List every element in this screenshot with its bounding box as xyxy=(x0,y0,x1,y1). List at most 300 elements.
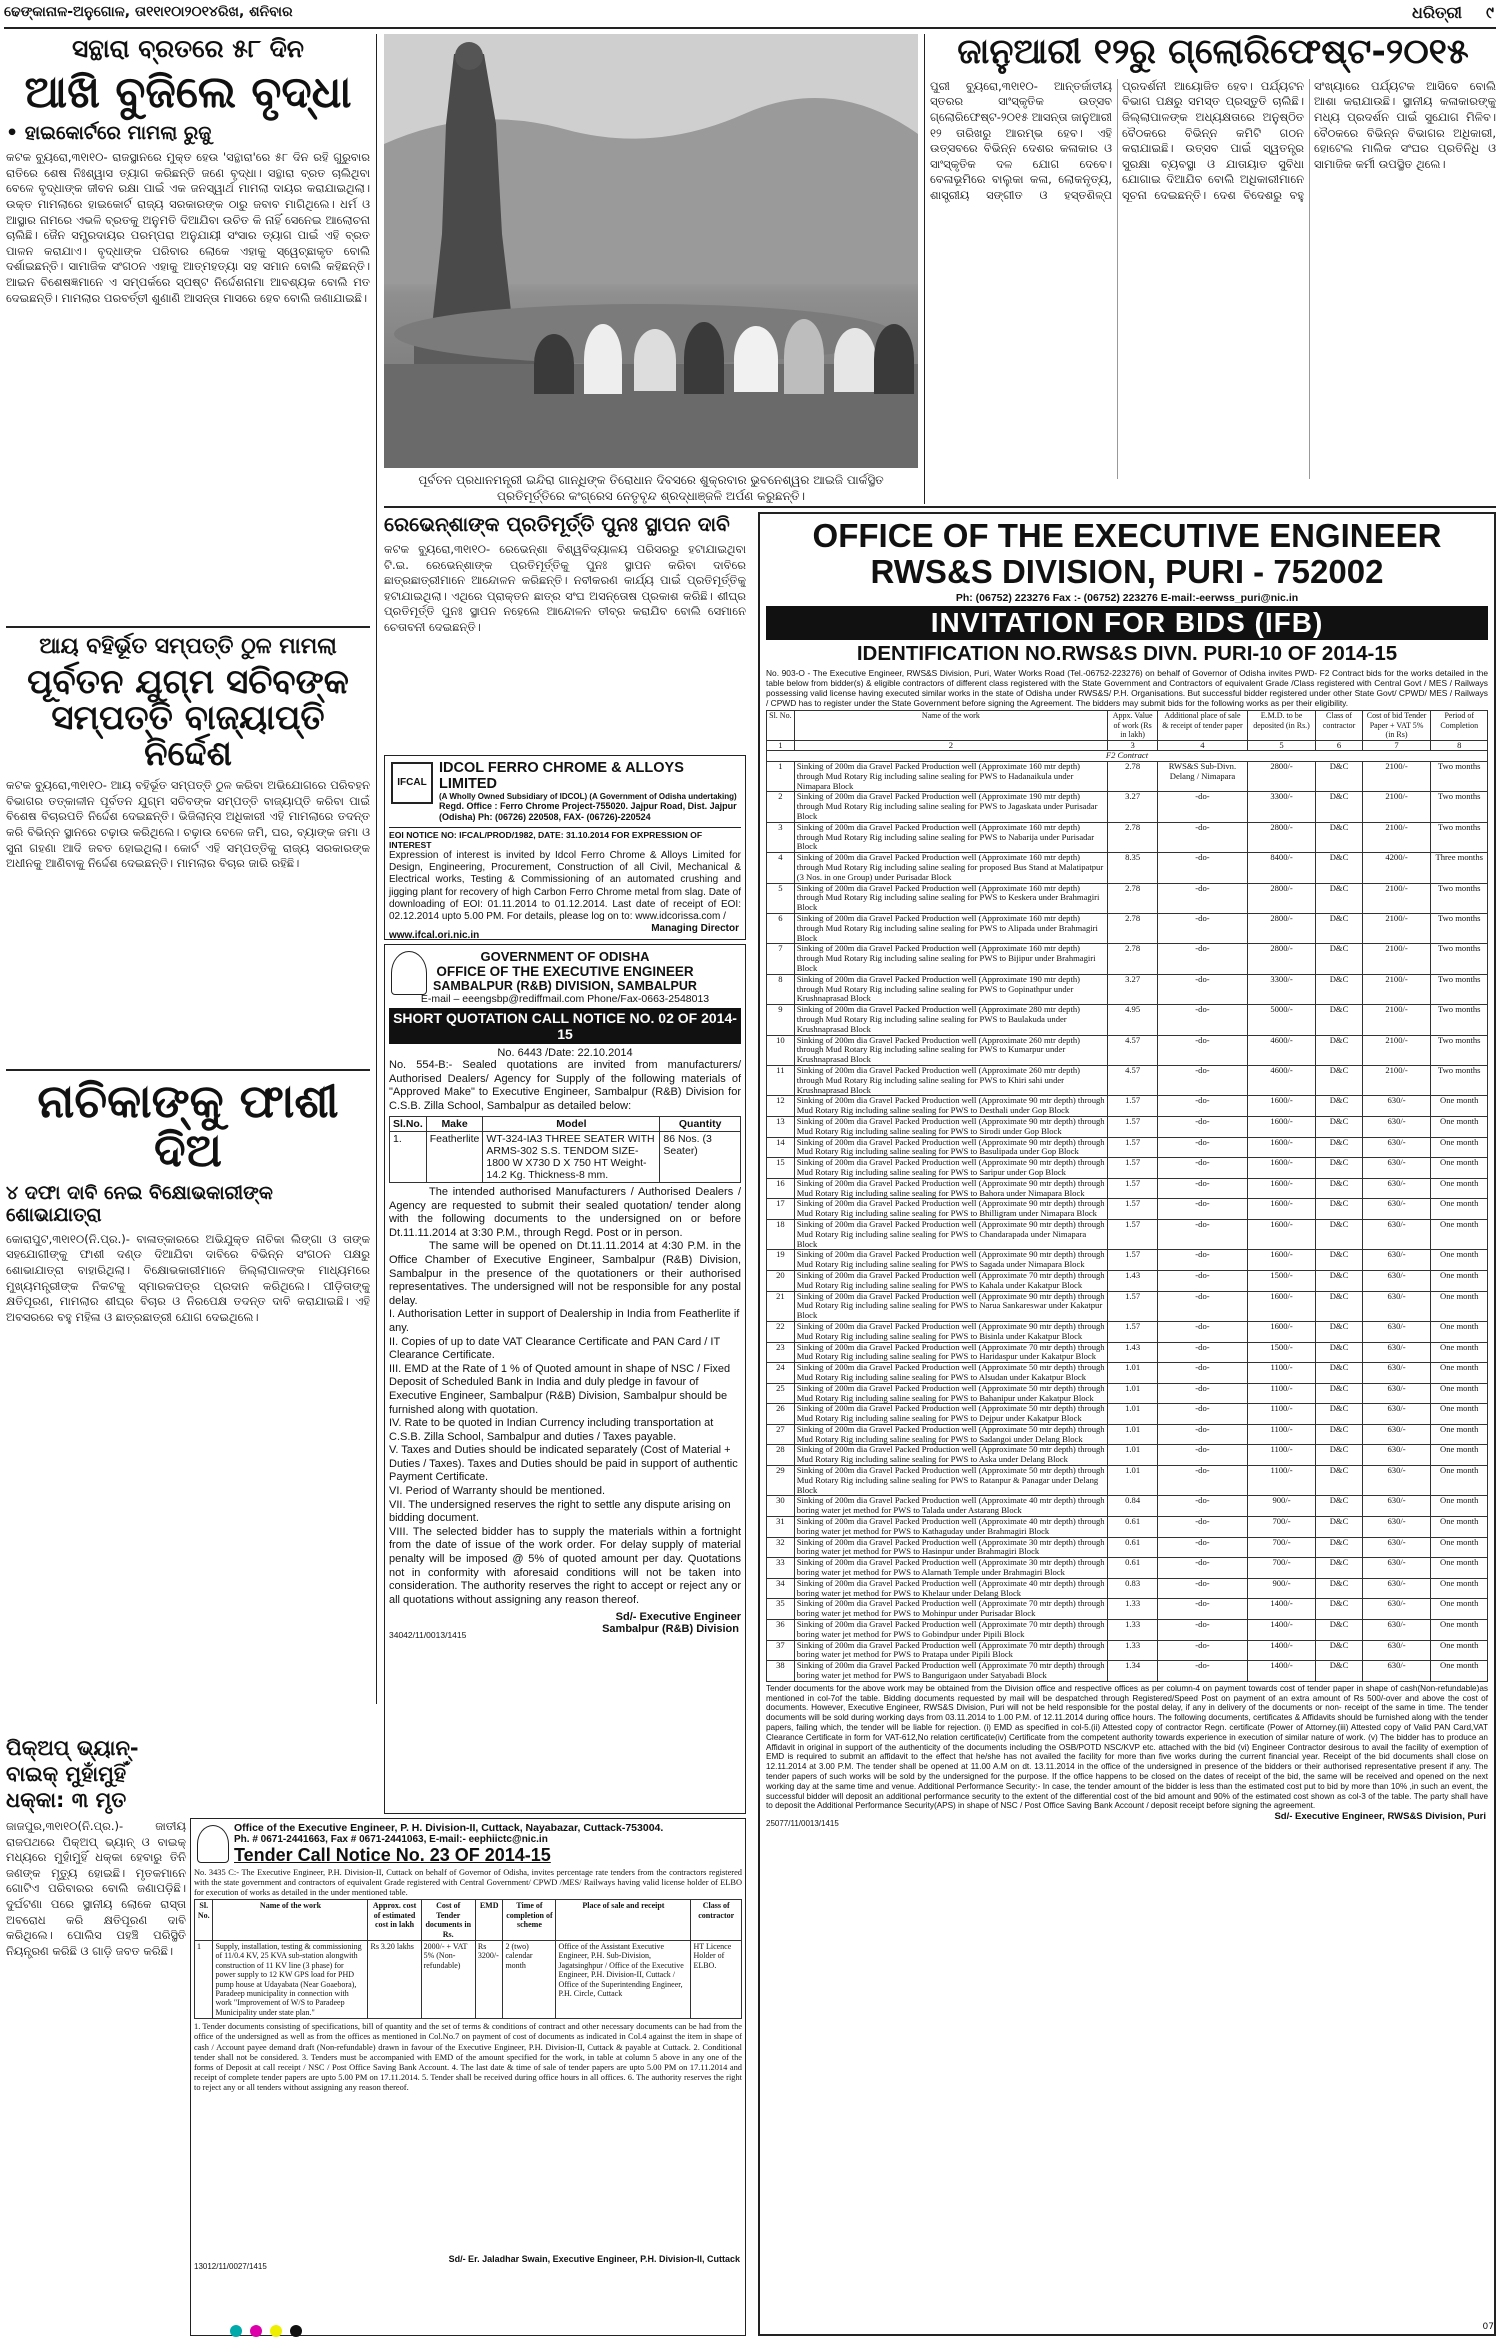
rws-cell-cost: 630/- xyxy=(1362,1466,1431,1496)
rws-cell-place: -do- xyxy=(1158,1219,1247,1249)
rws-cell-per: One month xyxy=(1431,1424,1488,1445)
rws-table-row xyxy=(767,1578,1488,1599)
rws-cell-per: One month xyxy=(1431,1466,1488,1496)
photo-rule xyxy=(924,34,925,504)
rws-cell-emd: 4600/- xyxy=(1247,1035,1316,1065)
ph-intro: No. 3435 C:- The Executive Engineer, P.H. Division-II, Cuttack on behalf of Governor of Odisha, invites percentage rate tenders from the contractors registered with the state government and contractors of equivalent Grade registered with Central Government/ CPWD /MES/ Railways having valid license holder of ELBO for execution of works as detailed in the under mentioned table. xyxy=(194,1868,742,1897)
registration-mark xyxy=(250,2325,262,2337)
rws-cell-emd: 1100/- xyxy=(1247,1383,1316,1404)
rws-cell-cls: D&C xyxy=(1316,1321,1362,1342)
rws-cell-emd: 1400/- xyxy=(1247,1599,1316,1620)
rws-cell-cls: D&C xyxy=(1316,1219,1362,1249)
rws-cell-emd: 1100/- xyxy=(1247,1445,1316,1466)
rws-cell-sl: 8 xyxy=(767,974,795,1004)
ph-office: Office of the Executive Engineer, P. H. Division-II, Cuttack, Nayabazar, Cuttack-753004. xyxy=(234,1822,664,1834)
rws-cell-work: Sinking of 200m dia Gravel Packed Production well (Approximate 280 mtr depth) through Mud Rotary Rig including saline sealing for PWS to Baulakuda under Krushnaprasad Block xyxy=(794,1005,1107,1035)
ravenshaw-body: କଟକ ବ୍ୟୁରୋ,୩୧ା୧୦- ରେଭେନ୍‌ଶା ବିଶ୍ୱବିଦ୍ୟାଳୟ ପରିସରରୁ ହଟାଯାଇଥିବା ଟି.ଇ. ରେଭେନ୍‌ଶାଙ୍କ ପ୍ରତିମୂର୍ତ୍ତିକୁ ପୁନଃ ସ୍ଥାପନ କରିବା ଦାବିରେ ଛାତ୍ରଛାତ୍ରୀମାନେ ଆନ୍ଦୋଳନ କରିଛନ୍ତି। ନବୀକରଣ କାର୍ଯ୍ୟ ପାଇଁ ପ୍ରତିମୂର୍ତ୍ତିକୁ ହଟାଯାଇଥିଲା। ଏଥିରେ ପ୍ରାକ୍ତନ ଛାତ୍ର ସଂଘ ଅସନ୍ତୋଷ ପ୍ରକାଶ କରିଛି। ଶୀଘ୍ର ପ୍ରତିମୂର୍ତ୍ତି ପୁନଃ ସ୍ଥାପନ ନହେଲେ ଆନ୍ଦୋଳନ ତୀବ୍ର କରାଯିବ ବୋଲି ସେମାନେ ଚେତାବନୀ ଦେଇଛନ୍ତି। xyxy=(384,542,746,634)
registration-mark xyxy=(230,2325,242,2337)
ph-ref: 13012/11/0027/1415 xyxy=(194,2262,267,2272)
ph-notes: 1. Tender documents consisting of specifications, bill of quantity and the set of terms & conditions of contract and other necessary documents can be had from the office of the undersigned as well as from the offices as mentioned in Col.No.7 on payment of cost of documents as indicated in Col.4 against the item in shape of cash / Account payee demand draft (Non-refundable) drawn in favour of the Executive Engineer, P.H. Division-II, Cuttack & payable at Cuttack. 2. Conditional tender shall not be considered. 3. Tenders must be accompanied with EMD of the amount specified for the work, in table at column 5 above in any one of the forms of Deposit at call receipt / NSC / Post Office Saving Bank Account. 4. The last date & time of sale of tender papers are upto 5.00 PM on 17.11.2014 and receipt of complete tender papers are upto 5.00 PM on 17.11.2014. 5. Tender shall be received during office hours in all offices. 6. The authority reserves the right to reject any or all tenders without assigning any reason thereof. xyxy=(194,2022,742,2093)
rws-cell-sl: 15 xyxy=(767,1158,795,1179)
rws-cell-sl: 25 xyxy=(767,1383,795,1404)
rws-cell-cls: D&C xyxy=(1316,1466,1362,1496)
rws-cell-cls: D&C xyxy=(1316,1640,1362,1661)
rws-cell-place: -do- xyxy=(1158,1404,1247,1425)
rws-cell-emd: 700/- xyxy=(1247,1517,1316,1538)
santhara-kicker: ସନ୍ଥାରା ବ୍ରତରେ ୫୮ ଦିନ xyxy=(71,34,305,63)
rws-cell-sl: 2 xyxy=(767,792,795,822)
rws-cell-cost: 2100/- xyxy=(1362,792,1431,822)
rws-cell-cls: D&C xyxy=(1316,1158,1362,1179)
santhara-body: କଟକ ବ୍ୟୁରୋ,୩୧ା୧୦- ରାଜସ୍ଥାନରେ ମୁକ୍ତ ହେଉ 'ସନ୍ଥାରା'ରେ ୫୮ ଦିନ ରହି ଗୁରୁବାର ରାତିରେ ଶେଷ ନିଃଶ୍ୱାସ ତ୍ୟାଗ କରିଛନ୍ତି ଜଣେ ବୃଦ୍ଧା। ସନ୍ଥାରା ବ୍ରତ ଚାଲିଥିବା ବେଳେ ବୃଦ୍ଧାଙ୍କ ଜୀବନ ରକ୍ଷା ପାଇଁ ଏକ ଜନସ୍ୱାର୍ଥ ମାମଲା ଦାୟର କରାଯାଇଥିଲା। ଉକ୍ତ ମାମଲାରେ ହାଇକୋର୍ଟ ରାଜ୍ୟ ସରକାରଙ୍କ ଠାରୁ ଜବାବ ମାଗିଥିଲେ। ଧର୍ମ ଓ ଆସ୍ଥାର ନାମରେ ଏଭଳି ବ୍ରତକୁ ଅନୁମତି ଦିଆଯିବା ଉଚିତ କି ନାହିଁ ସେନେଇ ଆଲୋଚନା ଚାଲିଛି। ଜୈନ ସମ୍ପ୍ରଦାୟର ପରମ୍ପରା ଅନୁଯାୟୀ ସଂସାର ତ୍ୟାଗ ପାଇଁ ଏହି ବ୍ରତ ପାଳନ କରାଯାଏ। ବୃଦ୍ଧାଙ୍କ ପରିବାର ଲୋକେ ଏହାକୁ ସ୍ୱେଚ୍ଛାକୃତ ବୋଲି ଦର୍ଶାଇଛନ୍ତି। ସାମାଜିକ ସଂଗଠନ ଏହାକୁ ଆତ୍ମହତ୍ୟା ସହ ସମାନ ବୋଲି କହିଛନ୍ତି। ଆଇନ ବିଶେଷଜ୍ଞମାନେ ଏ ସମ୍ପର୍କରେ ସ୍ପଷ୍ଟ ନିର୍ଦ୍ଦେଶନାମା ଆବଶ୍ୟକ ବୋଲି ମତ ଦେଇଛନ୍ତି। ମାମଲାର ପରବର୍ତ୍ତୀ ଶୁଣାଣି ଆସନ୍ତା ମାସରେ ହେବ ବୋଲି ଜଣାଯାଇଛି। xyxy=(6,150,370,305)
rws-table-row xyxy=(767,1383,1488,1404)
photo-figure xyxy=(734,326,778,392)
rws-table-row xyxy=(767,762,1488,792)
rws-cell-sl: 38 xyxy=(767,1661,795,1682)
rws-cell-cost: 2100/- xyxy=(1362,1005,1431,1035)
idcol-sign: Managing Director xyxy=(651,923,739,935)
rws-table-row xyxy=(767,974,1488,1004)
rws-cell-sl: 19 xyxy=(767,1250,795,1271)
rws-table-row xyxy=(767,1445,1488,1466)
rws-cell-place: -do- xyxy=(1158,1342,1247,1363)
rws-cell-work: Sinking of 200m dia Gravel Packed Production well (Approximate 90 mtr depth) through Mud Rotary Rig including saline sealing for PWS to Bahora under Nimapara Block xyxy=(794,1178,1107,1199)
rws-cell-place: -do- xyxy=(1158,1066,1247,1096)
rws-cell-work: Sinking of 200m dia Gravel Packed Production well (Approximate 70 mtr depth) through Mud Rotary Rig including saline sealing for PWS to Kahala under Kakatpur Block xyxy=(794,1270,1107,1291)
sbp-item: I. Authorisation Letter in support of Dealership in India from Featherlite if any. xyxy=(389,1308,740,1334)
rws-cell-emd: 700/- xyxy=(1247,1558,1316,1579)
rws-cell-place: -do- xyxy=(1158,1158,1247,1179)
secretary-headline: ପୂର୍ବତନ ଯୁଗ୍ମ ସଚିବଙ୍କ ସମ୍ପତ୍ତି ବାଜ୍ୟାପ୍ତି ନିର୍ଦ୍ଦେଶ xyxy=(27,662,349,774)
rws-cell-work: Sinking of 200m dia Gravel Packed Production well (Approximate 30 mtr depth) through boring water jet method for PWS to Alarnath Temple under Brahmagiri Block xyxy=(794,1558,1107,1579)
rws-cell-place: -do- xyxy=(1158,1116,1247,1137)
rws-header-cell: Sl. No. xyxy=(767,711,795,741)
rws-cell-work: Sinking of 200m dia Gravel Packed Production well (Approximate 70 mtr depth) through Mud Rotary Rig including saline sealing for PWS to Haridaspur under Kakatpur Block xyxy=(794,1342,1107,1363)
ph-head: Name of the work xyxy=(213,1900,368,1941)
rws-cell-place: -do- xyxy=(1158,1096,1247,1117)
rws-cell-sl: 18 xyxy=(767,1219,795,1249)
rws-colnum-cell: 8 xyxy=(1431,740,1488,751)
photo-figure xyxy=(534,334,574,394)
rws-title1: OFFICE OF THE EXECUTIVE ENGINEER xyxy=(812,517,1442,554)
rws-cell-cls: D&C xyxy=(1316,1270,1362,1291)
rws-cell-per: One month xyxy=(1431,1219,1488,1249)
rws-cell-place: -do- xyxy=(1158,853,1247,883)
odisha-emblem xyxy=(197,1825,229,1863)
masthead-dateline: ଢେଙ୍କାନାଳ-ଅନୁଗୋଳ, ତା୧୧ା୧୦ା୨୦୧୪ରିଖ, ଶନିବାର xyxy=(4,4,293,20)
rws-header-cell: Appx. Value of work (Rs in lakh) xyxy=(1107,711,1157,741)
rws-cell-per: Three months xyxy=(1431,853,1488,883)
rws-cell-work: Sinking of 200m dia Gravel Packed Production well (Approximate 40 mtr depth) through boring water jet method for PWS to Khelaur under Delang Block xyxy=(794,1578,1107,1599)
rws-cell-cost: 630/- xyxy=(1362,1537,1431,1558)
rws-cell-place: -do- xyxy=(1158,1517,1247,1538)
rws-cell-place: -do- xyxy=(1158,822,1247,852)
photo-figure xyxy=(584,324,622,394)
rws-cell-cost: 2100/- xyxy=(1362,883,1431,913)
idcol-regd: Regd. Office : Ferro Chrome Project-755020. Jajpur Road, Dist. Jajpur (Odisha) Ph: (06726) 220508, FAX- (06726)-220524 xyxy=(439,801,737,822)
rws-cell-cls: D&C xyxy=(1316,853,1362,883)
rws-cell-cls: D&C xyxy=(1316,822,1362,852)
rws-table-row xyxy=(767,944,1488,974)
rws-cell-work: Sinking of 200m dia Gravel Packed Production well (Approximate 160 mtr depth) through Mud Rotary Rig including saline sealing for PWS to Hadanaikula under Nimapara Block xyxy=(794,762,1107,792)
rws-cell-work: Sinking of 200m dia Gravel Packed Production well (Approximate 260 mtr depth) through Mud Rotary Rig including saline sealing for PWS to Kumarpur under Krushnaprasad Block xyxy=(794,1035,1107,1065)
rws-cell-emd: 1500/- xyxy=(1247,1270,1316,1291)
rws-cell-place: -do- xyxy=(1158,1383,1247,1404)
rws-cell-per: Two months xyxy=(1431,1035,1488,1065)
rws-cell-work: Sinking of 200m dia Gravel Packed Production well (Approximate 90 mtr depth) through Mud Rotary Rig including saline sealing for PWS to Bhilligram under Nimapara Block xyxy=(794,1199,1107,1220)
sbp-p2: The same will be opened on Dt.11.11.2014 at 4:30 P.M. in the Office Chamber of Executive Engineer, Sambalpur (R&B) Division, Sambalpur in the presence of the quotationers or their authorised representatives. The undersigned will not be responsible for any postal delay. xyxy=(389,1240,741,1307)
rws-cell-place: -do- xyxy=(1158,1445,1247,1466)
rws-cell-cls: D&C xyxy=(1316,792,1362,822)
rws-cell-emd: 1400/- xyxy=(1247,1640,1316,1661)
santhara-headline: ଆଖି ବୁଜିଲେ ବୃଦ୍ଧା xyxy=(24,67,352,118)
idcol-url[interactable]: www.ifcal.ori.nic.in xyxy=(389,930,480,942)
rws-cell-sl: 21 xyxy=(767,1291,795,1321)
rws-cell-cost: 630/- xyxy=(1362,1404,1431,1425)
sambalpur-notice xyxy=(384,944,746,1814)
rws-cell-per: One month xyxy=(1431,1342,1488,1363)
rws-cell-per: Two months xyxy=(1431,1005,1488,1035)
rws-cell-work: Sinking of 200m dia Gravel Packed Production well (Approximate 90 mtr depth) through Mud Rotary Rig including saline sealing for PWS to Sagada under Nimapara Block xyxy=(794,1250,1107,1271)
rws-cell-cost: 630/- xyxy=(1362,1424,1431,1445)
rws-cell-cls: D&C xyxy=(1316,1250,1362,1271)
rws-cell-emd: 1100/- xyxy=(1247,1363,1316,1384)
rws-cell-place: -do- xyxy=(1158,792,1247,822)
rws-cell-cls: D&C xyxy=(1316,1096,1362,1117)
photo-figure xyxy=(634,329,676,391)
divider xyxy=(6,626,370,628)
rws-cell-emd: 5000/- xyxy=(1247,1005,1316,1035)
rws-cell-sl: 24 xyxy=(767,1363,795,1384)
rws-cell-emd: 2800/- xyxy=(1247,822,1316,852)
rws-cell-val: 0.83 xyxy=(1107,1578,1157,1599)
rws-cell-per: One month xyxy=(1431,1199,1488,1220)
rws-cell-work: Sinking of 200m dia Gravel Packed Production well (Approximate 160 mtr depth) through Mud Rotary Rig including saline sealing for proposed Bus Stand at Malatipatpur (3 Nos. in one Group) under Purisadar Block xyxy=(794,853,1107,883)
rws-table-row xyxy=(767,822,1488,852)
rws-cell-val: 0.61 xyxy=(1107,1517,1157,1538)
rws-cell-cost: 630/- xyxy=(1362,1517,1431,1538)
rws-cell-sl: 30 xyxy=(767,1496,795,1517)
rws-table-row xyxy=(767,1363,1488,1384)
rws-table-row xyxy=(767,1640,1488,1661)
rws-cell-val: 2.78 xyxy=(1107,883,1157,913)
rws-cell-val: 1.57 xyxy=(1107,1250,1157,1271)
idcol-body: Expression of interest is invited by Idcol Ferro Chrome & Alloys Limited for Design, Engineering, Procurement, Construction of all Civil, Mechanical & Electrical works, Testing & Commissioning of an automated crushing and jigging plant for recovery of high Carbon Ferro Chrome metal from slag. Date of downloading of EOI: 01.11.2014 to 01.12.2014. Last date of receipt of EOI: 02.12.2014 upto 5.00 PM. For details, please log on to: www.idcorissa.com / xyxy=(389,850,741,923)
rws-cell-per: Two months xyxy=(1431,883,1488,913)
rws-cell-cls: D&C xyxy=(1316,1424,1362,1445)
rws-table-row xyxy=(767,1219,1488,1249)
rws-table-row xyxy=(767,1496,1488,1517)
rws-cell-val: 8.35 xyxy=(1107,853,1157,883)
rws-cell-per: One month xyxy=(1431,1537,1488,1558)
idcol-eoi: EOI NOTICE NO: IFCAL/PROD/1982, DATE: 31.10.2014 FOR EXPRESSION OF INTEREST xyxy=(389,827,741,850)
rws-colnum-row xyxy=(767,740,1488,751)
rws-cell-work: Sinking of 200m dia Gravel Packed Production well (Approximate 70 mtr depth) through boring water jet method for PWS to Pratapa under Pipili Block xyxy=(794,1640,1107,1661)
rws-header-cell: Name of the work xyxy=(794,711,1107,741)
rws-cell-sl: 14 xyxy=(767,1137,795,1158)
rws-cell-cls: D&C xyxy=(1316,762,1362,792)
glorifest-body: ପୁରୀ ବ୍ୟୁରୋ,୩୧ା୧୦- ଆନ୍ତର୍ଜାତୀୟ ସ୍ତରର ସାଂସ୍କୃତିକ ଉତ୍ସବ ଗ୍ଲୋରିଫେଷ୍ଟ-୨୦୧୫ ଆସନ୍ତା ଜାନୁଆରୀ ୧୨ ତାରିଖରୁ ଆରମ୍ଭ ହେବ। ଏହି ଉତ୍ସବରେ ବିଭିନ୍ନ ଦେଶର କଳାକାର ଓ ସାଂସ୍କୃତିକ ଦଳ ଯୋଗ ଦେବେ। ବେଳାଭୂମିରେ ବାଲୁକା କଳା, ଲୋକନୃତ୍ୟ, ଶାସ୍ତ୍ରୀୟ ସଙ୍ଗୀତ ଓ ହସ୍ତଶିଳ୍ପ ପ୍ରଦର୍ଶନୀ ଆୟୋଜିତ ହେବ। ପର୍ଯ୍ୟଟନ ବିଭାଗ ପକ୍ଷରୁ ସମସ୍ତ ପ୍ରସ୍ତୁତି ଚାଲିଛି। ଜିଲ୍ଲାପାଳଙ୍କ ଅଧ୍ୟକ୍ଷତାରେ ଅନୁଷ୍ଠିତ ବୈଠକରେ ବିଭିନ୍ନ କମିଟି ଗଠନ କରାଯାଇଛି। ଉତ୍ସବ ପାଇଁ ସ୍ୱତନ୍ତ୍ର ସୁରକ୍ଷା ବ୍ୟବସ୍ଥା ଓ ଯାତାୟାତ ସୁବିଧା ଯୋଗାଇ ଦିଆଯିବ ବୋଲି ଅଧିକାରୀମାନେ ସୂଚନା ଦେଇଛନ୍ତି। ଦେଶ ବିଦେଶରୁ ବହୁ ସଂଖ୍ୟାରେ ପର୍ଯ୍ୟଟକ ଆସିବେ ବୋଲି ଆଶା କରାଯାଉଛି। ସ୍ଥାନୀୟ କଳାକାରଙ୍କୁ ମଧ୍ୟ ପ୍ରଦର୍ଶନ ପାଇଁ ସୁଯୋଗ ମିଳିବ। ବୈଠକରେ ବିଭିନ୍ନ ବିଭାଗର ଅଧିକାରୀ, ହୋଟେଲ ମାଲିକ ସଂଘର ପ୍ରତିନିଧି ଓ ସାମାଜିକ କର୍ମୀ ଉପସ୍ଥିତ ଥିଲେ। xyxy=(930,78,1496,202)
rws-table-row xyxy=(767,1661,1488,1682)
divider xyxy=(6,1069,370,1071)
rws-cell-cls: D&C xyxy=(1316,1620,1362,1641)
ph-cell: Supply, installation, testing & commissioning of 11/0.4 KV, 25 KVA sub-station alongwith construction of 11 KV line (3 phase) for power supply to 12 KW GPS load for PHD pump house at Udayabata (Near Goaebora), Paradeep municipality in connection with work "Improvement of W/S to Paradeep Municipality under state plan." xyxy=(213,1941,368,2019)
rws-cell-cost: 630/- xyxy=(1362,1558,1431,1579)
rws-cell-place: -do- xyxy=(1158,1035,1247,1065)
rws-cell-sl: 33 xyxy=(767,1558,795,1579)
idcol-subsidiary: (A Wholly Owned Subsidiary of IDCOL) (A Government of Odisha undertaking) xyxy=(439,792,737,801)
rws-cell-cls: D&C xyxy=(1316,1066,1362,1096)
rws-colnum-cell: 4 xyxy=(1158,740,1247,751)
rws-section: F2 Contract xyxy=(767,751,1488,762)
sbp-item: III. EMD at the Rate of 1 % of Quoted amount in shape of NSC / Fixed Deposit of Scheduled Bank in India and duly pledge in favour of Executive Engineer, Sambalpur (R&B) Division, Sambalpur should be furnished along with quotation. xyxy=(389,1362,731,1416)
rws-cell-per: One month xyxy=(1431,1517,1488,1538)
rws-cell-cls: D&C xyxy=(1316,1558,1362,1579)
rws-cell-emd: 8400/- xyxy=(1247,853,1316,883)
ravenshaw-headline: ରେଭେନ୍‌ଶାଙ୍କ ପ୍ରତିମୂର୍ତ୍ତି ପୁନଃ ସ୍ଥାପନ ଦାବି xyxy=(384,512,730,536)
rws-header-row xyxy=(767,711,1488,741)
rws-cell-sl: 37 xyxy=(767,1640,795,1661)
rws-cell-cls: D&C xyxy=(1316,1178,1362,1199)
qt-head-sl: Sl.No. xyxy=(390,1117,427,1132)
rws-cell-per: One month xyxy=(1431,1178,1488,1199)
rws-cell-cls: D&C xyxy=(1316,1599,1362,1620)
photo-figure xyxy=(784,319,824,394)
ph-cell: Rs 3200/- xyxy=(475,1941,503,2019)
rws-cell-work: Sinking of 200m dia Gravel Packed Production well (Approximate 40 mtr depth) through boring water jet method for PWS to Kathaguday under Brahmagiri Block xyxy=(794,1517,1107,1538)
qt-head-model: Model xyxy=(483,1117,660,1132)
ph-head: Approx. cost of estimated cost in lakh xyxy=(368,1900,421,1941)
ravenshaw-story xyxy=(384,512,746,752)
sbp-item: II. Copies of up to date VAT Clearance Certificate and PAN Card / IT Clearance Certificate. xyxy=(389,1335,720,1362)
rws-cell-val: 2.78 xyxy=(1107,914,1157,944)
qt-sl: 1. xyxy=(390,1132,427,1183)
sbp-item: IV. Rate to be quoted in Indian Currency including transportation at C.S.B. Zilla School, Sambalpur and duties / Taxes payable. xyxy=(389,1417,714,1443)
rws-cell-emd: 1600/- xyxy=(1247,1116,1316,1137)
rws-cell-sl: 17 xyxy=(767,1199,795,1220)
rws-cell-per: One month xyxy=(1431,1321,1488,1342)
rws-cell-per: Two months xyxy=(1431,792,1488,822)
rws-section-row xyxy=(767,751,1488,762)
rws-cell-per: Two months xyxy=(1431,974,1488,1004)
rws-cell-per: Two months xyxy=(1431,914,1488,944)
rws-cell-val: 2.78 xyxy=(1107,822,1157,852)
rws-cell-cls: D&C xyxy=(1316,1578,1362,1599)
sbp-item: V. Taxes and Duties should be indicated separately (Cost of Material + Duties / Taxes). Taxes and Duties should be paid in support of authentic Payment Certificate. xyxy=(389,1444,738,1484)
rws-cell-place: -do- xyxy=(1158,1005,1247,1035)
idcol-company: IDCOL FERRO CHROME & ALLOYS LIMITED xyxy=(439,760,684,792)
rws-cell-emd: 1500/- xyxy=(1247,1342,1316,1363)
rws-cell-sl: 22 xyxy=(767,1321,795,1342)
rws-cell-cls: D&C xyxy=(1316,1342,1362,1363)
rws-cell-val: 1.33 xyxy=(1107,1640,1157,1661)
rws-table-row xyxy=(767,1116,1488,1137)
rws-cell-work: Sinking of 200m dia Gravel Packed Production well (Approximate 90 mtr depth) through Mud Rotary Rig including saline sealing for PWS to Sirodi under Gop Block xyxy=(794,1116,1107,1137)
hang-body: କୋରାପୁଟ,୩୧ା୧୦(ନି.ପ୍ର.)- ବାଳାତ୍କାରରେ ଅଭିଯୁକ୍ତ ନାଚିକା ଲିଙ୍ଗା ଓ ତାଙ୍କ ସହଯୋଗୀଙ୍କୁ ଫାଶୀ ଦଣ୍ଡ ଦିଆଯିବା ଦାବିରେ ବିଭିନ୍ନ ସଂଗଠନ ପକ୍ଷରୁ ଶୋଭାଯାତ୍ରା ବାହାରିଥିଲା। ବିକ୍ଷୋଭକାରୀମାନେ ଜିଲ୍ଲାପାଳଙ୍କ ମାଧ୍ୟମରେ ମୁଖ୍ୟମନ୍ତ୍ରୀଙ୍କ ନିକଟକୁ ସ୍ମାରକପତ୍ର ପ୍ରଦାନ କରିଥିଲେ। ପୀଡ଼ିତାଙ୍କୁ କ୍ଷତିପୂରଣ, ମାମଲାର ଶୀଘ୍ର ବିଚାର ଓ ନିରପେକ୍ଷ ତଦନ୍ତ ଦାବି କରାଯାଇଛି। ଏହି ଅବସରରେ ବହୁ ମହିଳା ଓ ଛାତ୍ରଛାତ୍ରୀ ଯୋଗ ଦେଇଥିଲେ। xyxy=(6,1231,370,1324)
rws-cell-per: One month xyxy=(1431,1620,1488,1641)
rws-cell-cost: 630/- xyxy=(1362,1620,1431,1641)
rws-cell-place: -do- xyxy=(1158,1363,1247,1384)
rws-cell-place: -do- xyxy=(1158,1291,1247,1321)
rws-cell-emd: 2800/- xyxy=(1247,883,1316,913)
rws-cell-per: One month xyxy=(1431,1291,1488,1321)
rws-cell-place: -do- xyxy=(1158,883,1247,913)
rws-cell-emd: 1100/- xyxy=(1247,1424,1316,1445)
rws-cell-sl: 3 xyxy=(767,822,795,852)
rws-cell-place: -do- xyxy=(1158,1466,1247,1496)
ph-head: Cost of Tender documents in Rs. xyxy=(421,1900,475,1941)
rws-contact: Ph: (06752) 223276 Fax :- (06752) 223276 E-mail:-eerwss_puri@nic.in xyxy=(955,592,1299,604)
rws-cell-work: Sinking of 200m dia Gravel Packed Production well (Approximate 160 mtr depth) through Mud Rotary Rig including saline sealing for PWS to Keskera under Brahmagiri Block xyxy=(794,883,1107,913)
rws-cell-cost: 630/- xyxy=(1362,1158,1431,1179)
rws-cell-cls: D&C xyxy=(1316,1445,1362,1466)
rws-colnum-cell: 1 xyxy=(767,740,795,751)
rws-colnum-cell: 2 xyxy=(794,740,1107,751)
rws-cell-emd: 1400/- xyxy=(1247,1620,1316,1641)
hang-headline: ନାଚିକାଙ୍କୁ ଫାଶୀ ଦିଅ xyxy=(37,1074,339,1177)
rws-cell-per: One month xyxy=(1431,1661,1488,1682)
rws-cell-place: -do- xyxy=(1158,914,1247,944)
masthead-page-number: ୯ xyxy=(1486,3,1494,22)
registration-mark xyxy=(290,2325,302,2337)
rws-cell-per: Two months xyxy=(1431,822,1488,852)
rws-cell-sl: 31 xyxy=(767,1517,795,1538)
rws-cell-val: 1.01 xyxy=(1107,1404,1157,1425)
ph-head: EMD xyxy=(475,1900,503,1941)
rws-header-cell: Period of Completion xyxy=(1431,711,1488,741)
rws-table-row xyxy=(767,1035,1488,1065)
accident-story xyxy=(6,1735,186,2331)
rws-cell-cost: 630/- xyxy=(1362,1219,1431,1249)
rws-cell-val: 4.57 xyxy=(1107,1066,1157,1096)
rws-cell-place: -do- xyxy=(1158,944,1247,974)
rws-cell-emd: 1600/- xyxy=(1247,1199,1316,1220)
glorifest-headline: ଜାନୁଆରୀ ୧୨ରୁ ଗ୍ଲୋରିଫେଷ୍ଟ-୨୦୧୫ xyxy=(957,34,1469,72)
ph-tender-table xyxy=(194,1899,742,2019)
glorifest-story xyxy=(930,34,1496,504)
rws-cell-val: 4.95 xyxy=(1107,1005,1157,1035)
rws-cell-emd: 1600/- xyxy=(1247,1178,1316,1199)
rws-cell-place: -do- xyxy=(1158,1578,1247,1599)
rws-cell-place: -do- xyxy=(1158,1270,1247,1291)
rws-cell-cost: 630/- xyxy=(1362,1199,1431,1220)
rws-cell-emd: 1400/- xyxy=(1247,1661,1316,1682)
sbp-office: OFFICE OF THE EXECUTIVE ENGINEER xyxy=(436,964,694,979)
ph-phone: Ph. # 0671-2441663, Fax # 0671-2441063, E-mail:- eephiictc@nic.in xyxy=(234,1834,548,1845)
rws-ifb-banner: INVITATION FOR BIDS (IFB) xyxy=(766,606,1488,640)
rws-cell-per: One month xyxy=(1431,1383,1488,1404)
ph-head: Time of completion of scheme xyxy=(503,1900,556,1941)
masthead-paper-name: ଧରିତ୍ରୀ xyxy=(1412,3,1462,22)
ph-title: Tender Call Notice No. 23 OF 2014-15 xyxy=(234,1845,551,1865)
sbp-intro: No. 554-B:- Sealed quotations are invited from manufacturers/ Authorised Dealers/ Agency for Supply of the following materials of "Approved Make" to Executive Engineer, Sambalpur (R&B) Division for C.S.B. Zilla School, Sambalpur as detailed below: xyxy=(389,1059,741,1112)
rws-table-row xyxy=(767,1424,1488,1445)
secretary-body: କଟକ ବ୍ୟୁରୋ,୩୧ା୧୦- ଆୟ ବହିର୍ଭୂତ ସମ୍ପତ୍ତି ଠୁଳ କରିବା ଅଭିଯୋଗରେ ପରିବହନ ବିଭାଗର ତତ୍କାଳୀନ ପୂର୍ବତନ ଯୁଗ୍ମ ସଚିବଙ୍କ ସମ୍ପତ୍ତି ବାଜ୍ୟାପ୍ତି କରିବା ପାଇଁ ବିଶେଷ ବିଚାରପତି ନିର୍ଦ୍ଦେଶ ଦେଇଛନ୍ତି। ଭିଜିଲାନ୍ସ ଅଧିକାରୀ ଏହି ମାମଲାରେ ତଦନ୍ତ କରି ବିଭିନ୍ନ ସ୍ଥାନରେ ଚଢ଼ାଉ କରିଥିଲେ। ଚଢ଼ାଉ ବେଳେ ଜମି, ଘର, ବ୍ୟାଙ୍କ ଜମା ଓ ସୁନା ଗହଣା ଆଦି ଜବତ ହୋଇଥିଲା। କୋର୍ଟ ଏହି ସମ୍ପତ୍ତିକୁ ରାଜ୍ୟ ସରକାରଙ୍କ ଅଧୀନକୁ ଆଣିବାକୁ ନିର୍ଦ୍ଦେଶ ଦେଇଛନ୍ତି। ମାମଲାର ବିଚାର ଜାରି ରହିଛି। xyxy=(6,778,370,871)
rws-cell-work: Sinking of 200m dia Gravel Packed Production well (Approximate 70 mtr depth) through boring water jet method for PWS to Gobindpur under Pipili Block xyxy=(794,1620,1107,1641)
rws-cell-cost: 2100/- xyxy=(1362,762,1431,792)
sbp-div: SAMBALPUR (R&B) DIVISION, SAMBALPUR xyxy=(433,979,697,993)
rws-cell-cls: D&C xyxy=(1316,1517,1362,1538)
rws-cell-cost: 2100/- xyxy=(1362,914,1431,944)
rws-table-row xyxy=(767,1599,1488,1620)
rws-cell-cost: 630/- xyxy=(1362,1137,1431,1158)
rws-intro: No. 903-O - The Executive Engineer, RWS&S Division, Puri, Water Works Road (Tel.-06752-223276) on behalf of Governor of Odisha invites PWD- F2 Contract bids for the works detailed in the table below from bidder(s) & eligible contractors of different class registered with the State Government and Contractors of equivalent Grade /Class registered with Central Govt / MES / Railways possessing valid license having executed similar works in the state of Odisha under RWS&S/ P.H. Organisations. But successful bidder registered under other State Govt/ CPWD/ MES / Railways / CPWD has to register under the State Government before signing the Agreement. The bidders may submit bids for the following works as per their eligibility. xyxy=(766,668,1488,708)
rws-cell-sl: 12 xyxy=(767,1096,795,1117)
rws-cell-val: 2.78 xyxy=(1107,762,1157,792)
rws-colnum-cell: 6 xyxy=(1316,740,1362,751)
rws-table-row xyxy=(767,1137,1488,1158)
idcol-logo: IFCAL xyxy=(391,762,433,804)
rws-table-row xyxy=(767,1096,1488,1117)
rws-cell-val: 1.34 xyxy=(1107,1661,1157,1682)
rws-cell-cost: 630/- xyxy=(1362,1321,1431,1342)
quotation-table xyxy=(389,1116,741,1183)
rws-table-row xyxy=(767,1558,1488,1579)
rws-cell-sl: 32 xyxy=(767,1537,795,1558)
rws-cell-cost: 630/- xyxy=(1362,1270,1431,1291)
rws-cell-cls: D&C xyxy=(1316,1137,1362,1158)
ph-cell: 2000/- + VAT 5% (Non-refundable) xyxy=(421,1941,475,2019)
rws-cell-place: -do- xyxy=(1158,1199,1247,1220)
rws-cell-emd: 2800/- xyxy=(1247,762,1316,792)
rws-cell-cls: D&C xyxy=(1316,1496,1362,1517)
rws-cell-cost: 630/- xyxy=(1362,1661,1431,1682)
rws-cell-per: One month xyxy=(1431,1640,1488,1661)
rws-table-row xyxy=(767,1005,1488,1035)
rws-cell-sl: 6 xyxy=(767,914,795,944)
rws-table-row xyxy=(767,1066,1488,1096)
rws-cell-sl: 9 xyxy=(767,1005,795,1035)
rws-table-row xyxy=(767,1199,1488,1220)
rws-cell-emd: 4600/- xyxy=(1247,1066,1316,1096)
santhara-subhead: • ହାଇକୋର୍ଟରେ ମାମଲା ରୁଜୁ xyxy=(6,122,212,145)
rws-cell-per: One month xyxy=(1431,1363,1488,1384)
rws-cell-cls: D&C xyxy=(1316,883,1362,913)
qt-head-qty: Quantity xyxy=(660,1117,741,1132)
rws-table-row xyxy=(767,1250,1488,1271)
rws-cell-val: 1.57 xyxy=(1107,1116,1157,1137)
rws-cell-place: -do- xyxy=(1158,1321,1247,1342)
rws-sign: Sd/- Executive Engineer, RWS&S Division, Puri xyxy=(1274,1811,1486,1823)
ph-head: Class of contractor xyxy=(691,1900,742,1941)
rws-cell-sl: 28 xyxy=(767,1445,795,1466)
rws-cell-work: Sinking of 200m dia Gravel Packed Production well (Approximate 70 mtr depth) through boring water jet method for PWS to Mohinpur under Purisadar Block xyxy=(794,1599,1107,1620)
rws-table-row xyxy=(767,1178,1488,1199)
rws-cell-val: 4.57 xyxy=(1107,1035,1157,1065)
rws-table-row xyxy=(767,1158,1488,1179)
rws-cell-val: 1.57 xyxy=(1107,1219,1157,1249)
sbp-email: E-mail – eeengsbp@rediffmail.com Phone/Fax-0663-2548013 xyxy=(420,993,710,1005)
ph-sign: Sd/- Er. Jaladhar Swain, Executive Engineer, P.H. Division-II, Cuttack xyxy=(448,2254,740,2265)
sbp-p1: The intended authorised Manufacturers / Authorised Dealers / Agency are requested to submit their sealed quotation/ tender along with the following documents to the undersigned on or before Dt.11.11.2014 at 3:30 P.M., through Regd. Post or in person. xyxy=(389,1186,741,1239)
rws-cell-place: -do- xyxy=(1158,1620,1247,1641)
rws-cell-val: 1.01 xyxy=(1107,1445,1157,1466)
ph-head: Sl. No. xyxy=(195,1900,213,1941)
hang-subhead: ୪ ଦଫା ଦାବି ନେଇ ବିକ୍ଷୋଭକାରୀଙ୍କ ଶୋଭାଯାତ୍ରା xyxy=(6,1181,273,1226)
rws-cell-val: 1.01 xyxy=(1107,1363,1157,1384)
rws-cell-per: One month xyxy=(1431,1137,1488,1158)
photo-caption: ପୂର୍ବତନ ପ୍ରଧାନମନ୍ତ୍ରୀ ଇନ୍ଦିରା ଗାନ୍ଧିଙ୍କ ତିରୋଧାନ ଦିବସରେ ଶୁକ୍ରବାର ଭୁବନେଶ୍ୱର ଆଇଜି ପାର୍କସ୍ଥିତ ପ୍ରତିମୂର୍ତ୍ତିରେ କଂଗ୍ରେସ ନେତୃବୃନ୍ଦ ଶ୍ରଦ୍ଧାଞ୍ଜଳି ଅର୍ପଣ କରୁଛନ୍ତି। xyxy=(418,473,884,503)
qt-model: WT-324-IA3 THREE SEATER WITH ARMS-302 S.S. TENDOM SIZE-1800 W X730 D X 750 HT Weight-14.2 Kg. Thickness-8 mm. xyxy=(483,1132,660,1183)
rws-cell-cost: 2100/- xyxy=(1362,822,1431,852)
rws-cell-cost: 2100/- xyxy=(1362,944,1431,974)
rws-cell-per: One month xyxy=(1431,1270,1488,1291)
ph-cell: Office of the Assistant Executive Engineer, P.H. Sub-Division, Jagatsinghpur / Office of the Executive Engineer, P.H. Division-II, Cuttack / Office of the Superintending Engineer, P.H. Circle, Cuttack xyxy=(556,1941,691,2019)
rws-cell-sl: 34 xyxy=(767,1578,795,1599)
rws-cell-val: 1.43 xyxy=(1107,1270,1157,1291)
rws-cell-cost: 630/- xyxy=(1362,1250,1431,1271)
rws-cell-sl: 10 xyxy=(767,1035,795,1065)
